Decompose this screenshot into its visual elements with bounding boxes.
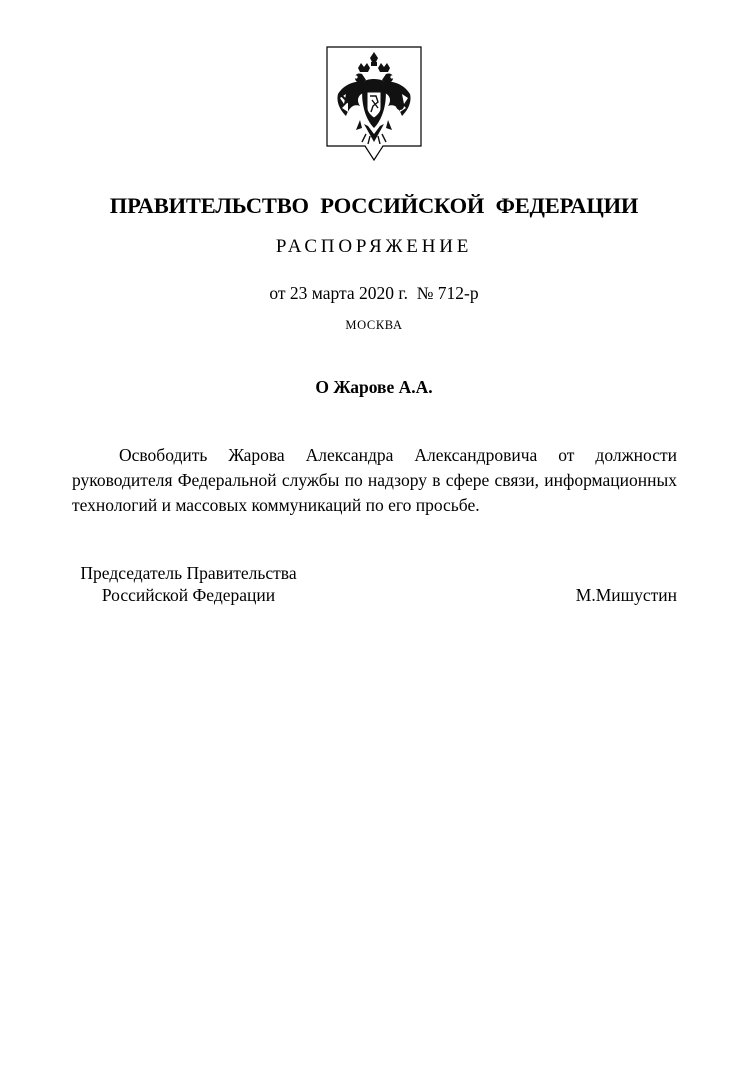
signatory-title-line2: Российской Федерации (101, 585, 276, 605)
signatory-title-line1: Председатель Правительства (80, 563, 297, 583)
russian-coat-of-arms-icon (326, 46, 422, 162)
signatory-title (72, 562, 305, 606)
body-paragraph: Освободить Жарова Александра Александровича от должности руководителя Федеральной службы по надзору в сфере связи, информационных технологий и массовых коммуникаций по его просьбе. (72, 445, 677, 515)
document-type: РАСПОРЯЖЕНИЕ (275, 236, 473, 257)
document-city: МОСКВА (345, 318, 403, 332)
signatory-name: М.Мишустин (575, 585, 677, 605)
document-subject: О Жарове А.А. (315, 377, 433, 397)
government-title: ПРАВИТЕЛЬСТВО РОССИЙСКОЙ ФЕДЕРАЦИИ (109, 193, 639, 218)
document-date-number: от 23 марта 2020 г. № 712-р (269, 283, 479, 303)
